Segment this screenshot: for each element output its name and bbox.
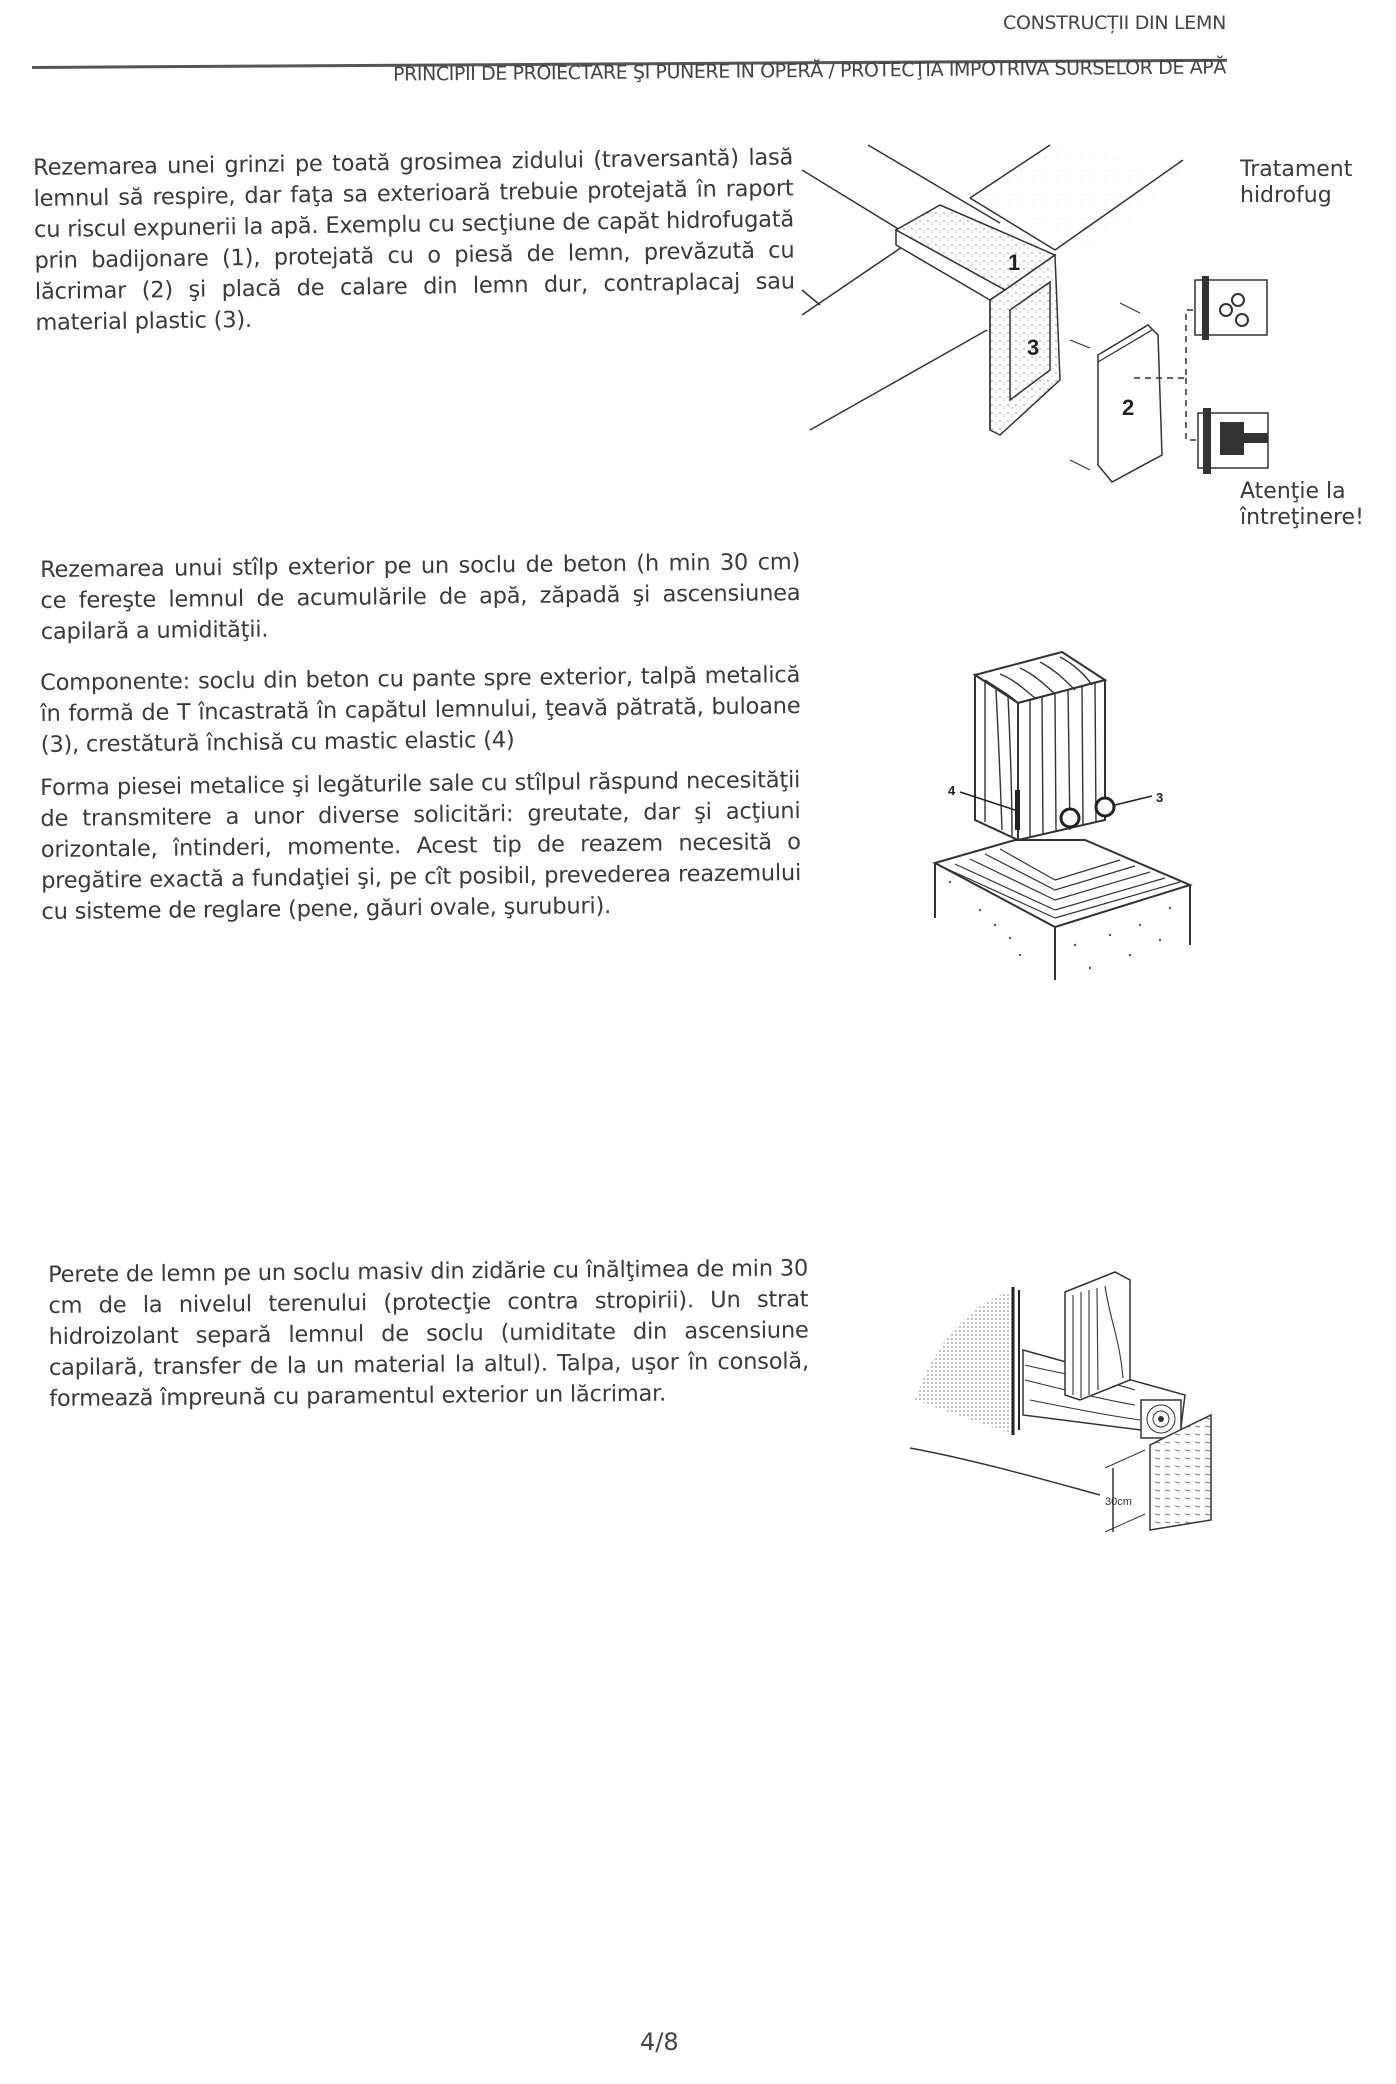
page-number: 4/8 [640, 2028, 679, 2056]
label-3: 3 [1027, 335, 1040, 360]
paragraph-components: Componente: soclu din beton cu pante spre exterior, talpă metalică în formă de T încastrată în capătul lemnului, ţeavă pătrată, buloane (3), crestătură închisă cu mastic elastic (4) [40, 662, 801, 758]
figure-beam-end-protection [790, 130, 1396, 550]
dimension-label-30cm: 30cm [1105, 1496, 1132, 1508]
paragraph-metal-piece: Forma piesei metalice şi legăturile sale cu stîlpul răspund necesităţii de transmitere a unor diverse solicitări: greutate, dar şi acţiuni orizontale, întinderi, momente. Acest tip de reazem necesită o pregătire exactă a fundaţiei şi, pe cît posibil, prevederea reazemului cu sisteme de reglare (pene, găuri ovale, şuruburi). [40, 767, 802, 925]
label-treatment-line1: Tratament [1240, 157, 1353, 182]
label-treatment-line2: hidrofug [1240, 183, 1332, 208]
document-header-title: CONSTRUCȚII DIN LEMN [1002, 12, 1226, 34]
label-4: 4 [948, 783, 956, 798]
paragraph-beam-support: Rezemarea unei grinzi pe toată grosimea zidului (traversantă) lasă lemnul să respire, dar faţa sa exterioară trebuie protejată în raport cu riscul expunerii la apă. Exemplu cu secţiune de capăt hidrofugată prin badijonare (1), protejată cu o piesă de lemn, prevăzută cu lăcrimar (2) şi placă de calare din lemn dur, contraplacaj sau material plastic (3). [33, 144, 796, 336]
paint-brush-icon [1198, 408, 1268, 474]
label-2: 2 [1122, 395, 1135, 420]
post-base-diagram [900, 650, 1200, 990]
paragraph-wall-on-plinth: Perete de lemn pe un soclu masiv din zidărie cu înălţimea de min 30 cm de la nivelul terenului (protecţie contra stropirii). Un strat hidroizolant separă lemnul de soclu (umiditate din ascensiune capilară, transfer de la un material la altul). Talpa, uşor în consolă, formează împreună cu paramentul exterior un lăcrimar. [48, 1255, 810, 1412]
figure-post-on-concrete-base [900, 650, 1200, 990]
label-3-post: 3 [1156, 790, 1164, 805]
water-drops-icon [1195, 276, 1267, 340]
document-header-subtitle: PRINCIPII DE PROIECTARE ŞI PUNERE IN OPERĂ / PROTECŢIA IMPOTRIVA SURSELOR DE APĂ [392, 56, 1227, 86]
paragraph-post-support: Rezemarea unui stîlp exterior pe un soclu de beton (h min 30 cm) ce fereşte lemnul de acumulările de apă, zăpadă şi ascensiunea capilară a umidităţii. [40, 549, 801, 645]
wall-plinth-diagram [895, 1230, 1235, 1540]
label-maintenance-line2: întreţinere! [1240, 505, 1364, 530]
figure-wall-on-masonry-plinth [895, 1230, 1235, 1540]
label-maintenance-line1: Atenţie la [1240, 479, 1346, 504]
label-1: 1 [1008, 250, 1021, 275]
